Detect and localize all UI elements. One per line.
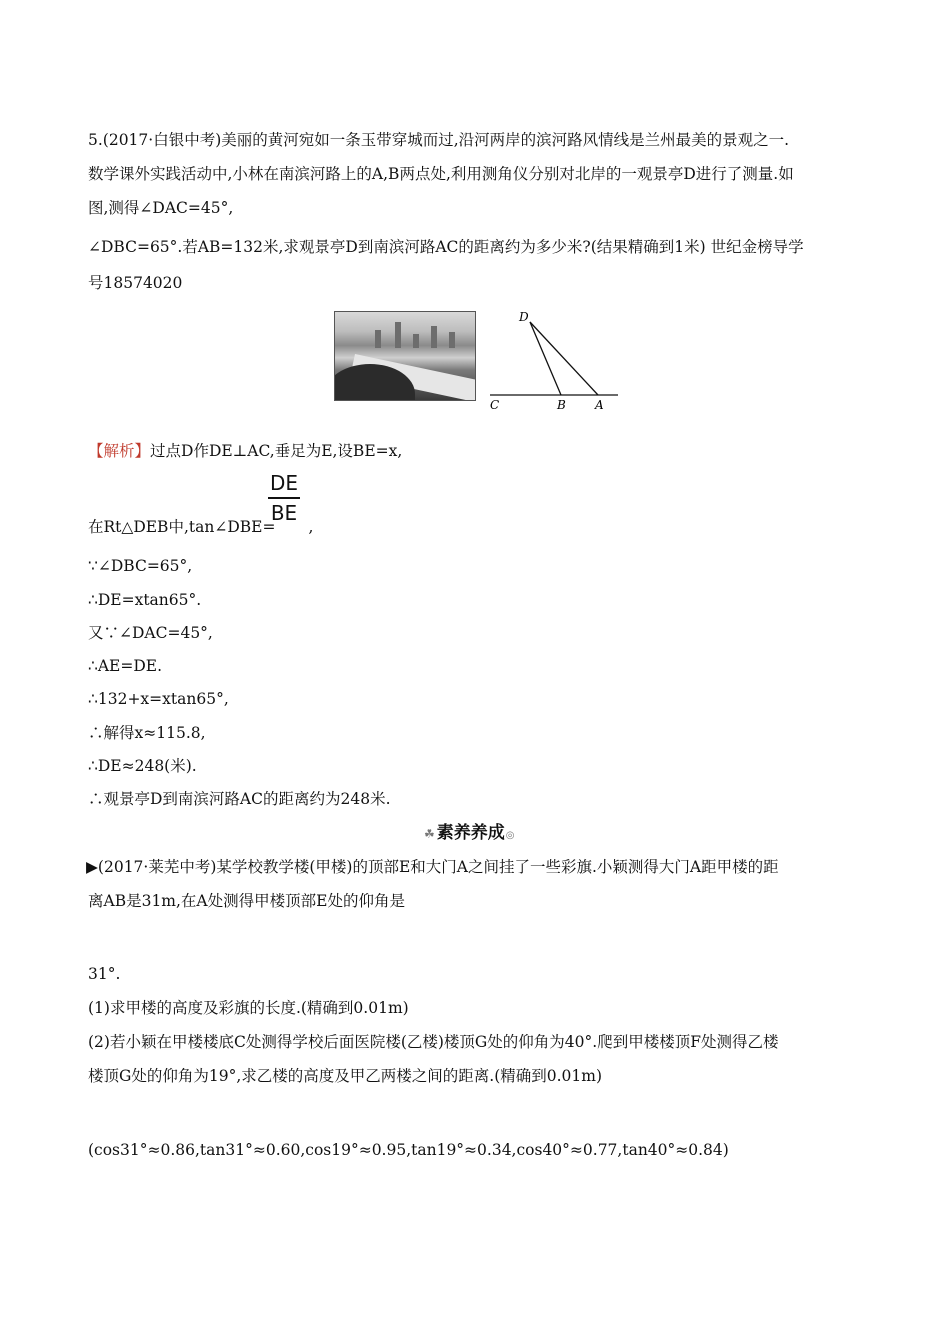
solution-step: ∴解得x≈115.8, — [88, 724, 206, 742]
label-b: B — [557, 398, 566, 412]
dot-icon: ◎ — [505, 830, 515, 841]
solution-step: ∴观景亭D到南滨河路AC的距离约为248米. — [88, 790, 391, 808]
fraction-denominator: BE — [270, 501, 298, 525]
solution-tag: 【解析】 — [88, 442, 151, 460]
problem6-reference-values: (cos31°≈0.86,tan31°≈0.60,cos19°≈0.95,tan19°≈0.34,cos40°≈0.77,tan40°≈0.84) — [88, 1141, 729, 1159]
label-c: C — [490, 398, 500, 412]
section-heading — [424, 818, 515, 843]
problem6-question2-part2: 楼顶G处的仰角为19°,求乙楼的高度及甲乙两楼之间的距离.(精确到0.01m) — [88, 1067, 603, 1085]
solution-step: ∴AE=DE. — [88, 657, 163, 675]
fraction-numerator: DE — [269, 471, 299, 495]
problem5-line3: 图,测得∠DAC=45°, — [88, 199, 234, 217]
leaf-icon: ☘ — [424, 827, 435, 841]
solution-step: ∵∠DBC=65°, — [88, 557, 193, 575]
fraction-bar — [268, 497, 300, 499]
solution-intro: 过点D作DE⊥AC,垂足为E,设BE=x, — [150, 442, 403, 460]
problem6-line2: 离AB是31m,在A处测得甲楼顶部E处的仰角是 — [88, 892, 405, 910]
solution-tan-line — [88, 516, 313, 538]
problem5-line2: 数学课外实践活动中,小林在南滨河路上的A,B两点处,利用测角仪分别对北岸的一观景亭D进行了测量.如 — [88, 165, 794, 183]
solution-step: ∴DE=xtan65°. — [88, 591, 202, 609]
label-d: D — [519, 310, 529, 324]
problem5-line5: 号18574020 — [88, 274, 183, 292]
problem6-question2-part1: (2)若小颖在甲楼楼底C处测得学校后面医院楼(乙楼)楼顶G处的仰角为40°.爬到甲楼楼顶F处测得乙楼 — [88, 1033, 779, 1051]
problem5-line4: ∠DBC=65°.若AB=132米,求观景亭D到南滨河路AC的距离约为多少米?(结果精确到1米) 世纪金榜导学 — [88, 238, 804, 256]
geometry-diagram — [485, 305, 625, 415]
line-da — [530, 322, 598, 395]
solution-step: ∴132+x=xtan65°, — [88, 690, 229, 708]
river-photo — [334, 311, 476, 401]
section-title-text: 素养养成 — [436, 823, 505, 843]
label-a: A — [595, 398, 604, 412]
solution-tan-prefix: 在Rt△DEB中,tan∠DBE= — [88, 518, 276, 536]
problem6-question1: (1)求甲楼的高度及彩旗的长度.(精确到0.01m) — [88, 999, 409, 1017]
problem6-line3: 31°. — [88, 965, 121, 983]
solution-tan-suffix: , — [308, 518, 314, 536]
solution-step: ∴DE≈248(米). — [88, 757, 197, 775]
problem6-line1: ▶(2017·莱芜中考)某学校教学楼(甲楼)的顶部E和大门A之间挂了一些彩旗.小颖测得大门A距甲楼的距 — [86, 858, 779, 876]
solution-step: 又∵∠DAC=45°, — [88, 624, 213, 642]
problem5-line1: 5.(2017·白银中考)美丽的黄河宛如一条玉带穿城而过,沿河两岸的滨河路风情线是兰州最美的景观之一. — [88, 131, 790, 149]
solution-intro-line — [88, 440, 402, 462]
line-db — [530, 322, 561, 395]
